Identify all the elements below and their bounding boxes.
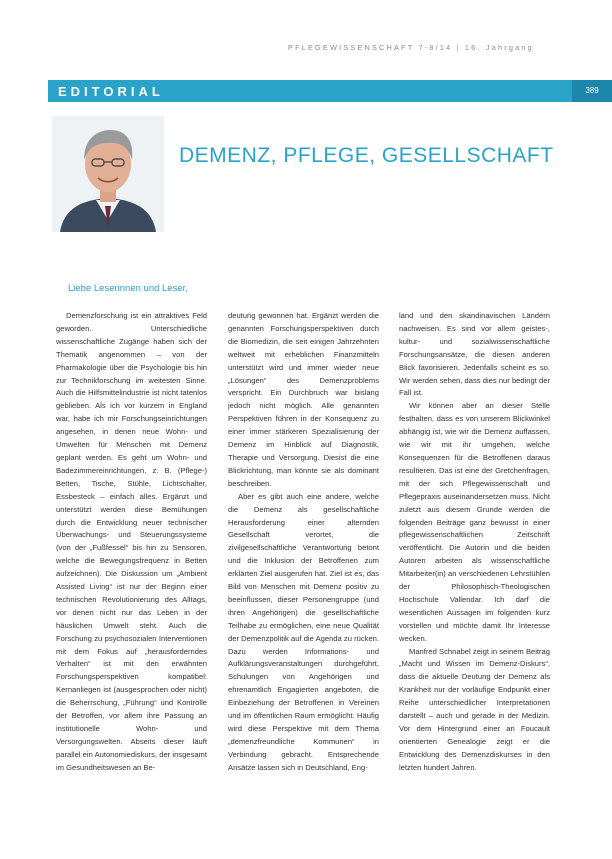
- author-photo: [52, 116, 164, 232]
- journal-header: PFLEGEWISSENSCHAFT 7-8/14 | 16. Jahrgang: [288, 43, 534, 52]
- paragraph: Demenzforschung ist ein attraktives Feld geworden. Unterschiedliche wissenschaftliche Zugänge haben sich der Thematik angenommen – von der Pharmakologie über die Psychologie bis hin zur Technikforschung im weitesten Sinne. Auch die Hilfsmittelindustrie ist nicht tatenlos geblieben. Als ich vor kurzem in England war, habe ich mir Forschungseinrichtungen angesehen, in denen neue Wohn- und Umwelten für Menschen mit Demenz geplant werden. Es geht um Wohn- und Badezimmereinrichtungen, z. B. (Pflege-) Betten, Tische, Stühle, Lichtschalter, Essbesteck – einfach alles. Ergänzt und unterstützt werden diese Bemühungen durch die Entwicklung neuer technischer Überwachungs- und Steuerungssysteme (von der „Fußfessel“ bis hin zu Sensoren, welche die Bewegungsfrequenz in Betten aufzeichnen). Die Diskussion um „Ambient Assisted Living“ ist nur der Beginn einer technischen Revolutionierung des Alltags, vor denen nicht nur das Leben in der häuslichen Umwelt steht. Auch die Forschung zu psychosozialen Interventionen mit dem Fokus auf „herausforderndes Verhalten“ ist mit den erwähnten Forschungsperspektiven kompatibel: Kernanliegen ist (ausgesprochen oder nicht) die Beherrschung, „Führung“ und Kontrolle der Betroffen, vor allem ihre Passung an institutionelle Wohn- und Versorgungswelten. Abseits dieser läuft parallel ein Autonomiediskurs, der insgesamt im Gesundheitswesen an Be-: [56, 311, 207, 772]
- text-column-3: [399, 310, 550, 775]
- page-title: DEMENZ, PFLEGE, GESELLSCHAFT: [179, 144, 554, 167]
- paragraph: Wir können aber an dieser Stelle festhalten, dass es von unserem Blickwinkel abhängig ist, wie wir die Demenz auffassen, wie wir mit ihr umgehen, welche Konsequenzen für die Betroffenen daraus resultieren. Das ist eine der Gretchenfragen, mit der sich Pflegewissenschaft und Pflegepraxis auseinandersetzen muss. Nicht zuletzt aus diesem Grunde werden die folgenden Beiträge ganz bewusst in einer pflegewissenschaftlichen Zeitschrift veröffentlicht. Die Autorin und die beiden Autoren arbeiten als wissenschaftliche Mitarbeiter(in) an verschiedenen Lehrstühlen der Philosophisch-Theologischen Hochschule Vallendar. Ich darf die wesentlichen Aussagen im folgenden kurz vorstellen und möchte damit Ihr Interesse wecken.: [399, 401, 550, 643]
- paragraph: Manfred Schnabel zeigt in seinem Beitrag „Macht und Wissen im Demenz-Diskurs“, dass die aktuelle Deutung der Demenz als Krankheit nur der vorläufige Endpunkt einer Reihe unterschiedlicher Interpretationen darstellt – auch und gerade in der Medizin. Vor dem Hintergrund einer an Foucault orientierten Genealogie zeigt er die Entwicklung des Demenzdiskurses in den letzten hundert Jahren.: [399, 646, 550, 772]
- paragraph: deutung gewonnen hat. Ergänzt werden die genannten Forschungsperspektiven durch die Biomedizin, die seit einigen Jahrzehnten weltweit mit erheblichen Finanzmitteln unterstützt wird und immer wieder neue „Lösungen“ des Demenzproblems verspricht. Ein Durchbruch war bislang jedoch nicht möglich. Alle genannten Perspektiven führen in der Konsequenz zu einer immer stärkeren Spezialisierung der Demenz im Hinblick auf Diagnostik, Therapie und Versorgung. Diesist die eine Blickrichtung, man könnte sie als dominant beschreiben.: [228, 311, 379, 488]
- paragraph: land und den skandinavischen Ländern nachweisen. Es sind vor allem geistes-, kultur- und sozialwissenschaftliche Forschungsansätze, die diesen anderen Blick favorisieren. Jedenfalls scheint es so. Wir werden sehen, dass dies nur bedingt der Fall ist.: [399, 311, 550, 398]
- author-portrait-image: [52, 116, 164, 232]
- section-label: EDITORIAL: [58, 84, 164, 99]
- page-number: 389: [572, 80, 612, 102]
- paragraph: Aber es gibt auch eine andere, welche die Demenz als gesellschaftliche Herausforderung einer alternden Gesellschaft verortet, die zivilgesellschaftliche Verantwortung betont und die Inklusion der Betroffenen zum erklärten Ziel ausgerufen hat. Ziel ist es, das Bild von Menschen mit Demenz positiv zu beeinflussen, dieser Personengruppe (und ihren Angehörigen) die gesellschaftliche Teilhabe zu ermöglichen, eine neue Qualität der Demenzpolitik auf die Agenda zu rücken. Dazu werden Informations- und Aufklärungsveranstaltungen durchgeführt, Schulungen von Angehörigen und ehrenamtlich Engagierten angeboten, die Einbeziehung der Betroffenen in Vereinen und im öffentlichen Raum ermöglicht. Häufig wird diese Perspektive mit dem Thema „demenzfreundliche Kommunen“ in Verbindung gebracht. Entsprechende Ansätze lassen sich in Deutschland, Eng-: [228, 491, 379, 772]
- text-column-1: [56, 310, 207, 775]
- text-column-2: [228, 310, 379, 775]
- salutation: Liebe Leserinnen und Leser,: [68, 283, 188, 294]
- section-band: [48, 80, 612, 102]
